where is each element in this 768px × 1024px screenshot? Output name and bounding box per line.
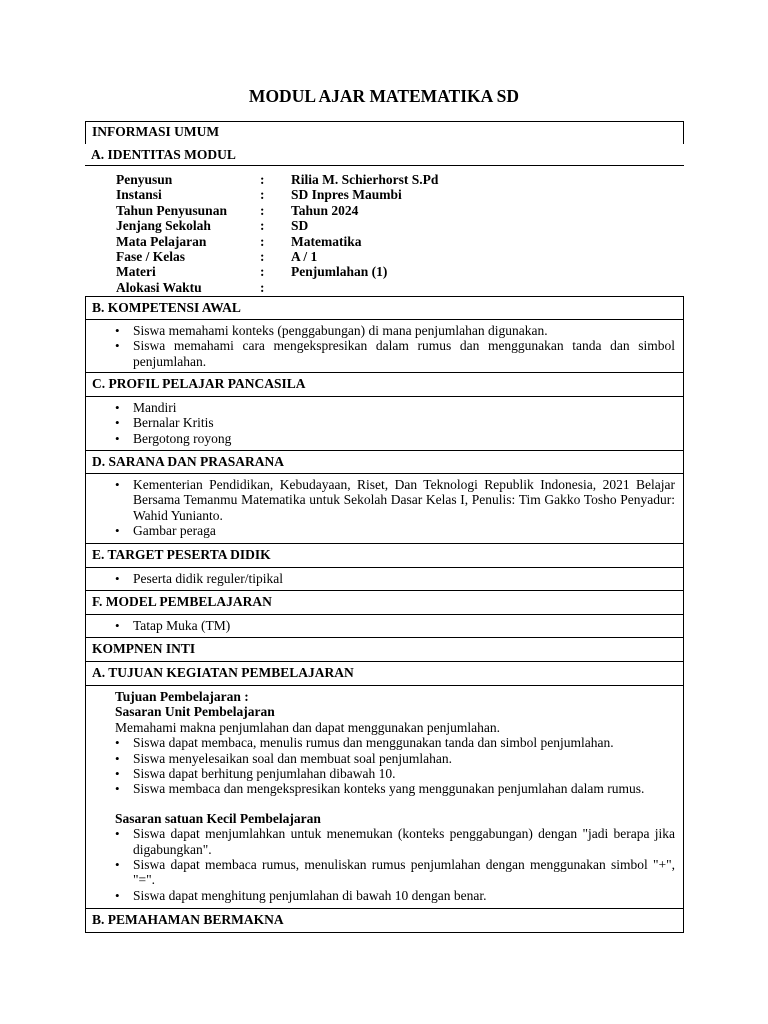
list-item: • Siswa dapat membaca rumus, menuliskan rumus penjumlahan dengan menggunakan simbol "+", "=". xyxy=(133,857,675,888)
list-item: • Gambar peraga xyxy=(133,523,675,538)
sasaran-kecil-list xyxy=(115,826,675,903)
pemahaman-heading: B. PEMAHAMAN BERMAKNA xyxy=(92,912,284,927)
module-document xyxy=(85,121,684,933)
kompetensi-list xyxy=(133,323,675,369)
list-item: • Siswa dapat menghitung penjumlahan di bawah 10 dengan benar. xyxy=(133,888,675,903)
identitas-label: Mata Pelajaran xyxy=(116,233,207,249)
identitas-row xyxy=(116,264,684,279)
identitas-colon: : xyxy=(260,264,265,280)
list-item: • Mandiri xyxy=(133,400,675,415)
list-item: • Siswa dapat menjumlahkan untuk menemukan (konteks penggabungan) dengan "jadi berapa jika digabungkan". xyxy=(133,826,675,857)
list-item: • Peserta didik reguler/tipikal xyxy=(133,571,675,586)
list-item: • Bernalar Kritis xyxy=(133,415,675,430)
sasaran-kecil-subheading: Sasaran satuan Kecil Pembelajaran xyxy=(115,810,321,826)
tujuan-heading: A. TUJUAN KEGIATAN PEMBELAJARAN xyxy=(92,665,354,680)
target-list xyxy=(133,571,675,586)
identitas-label: Instansi xyxy=(116,187,162,203)
list-item: • Siswa memahami cara mengekspresikan dalam rumus dan menggunakan tanda dan simbol penjumlahan. xyxy=(133,338,675,369)
identitas-row xyxy=(116,249,684,264)
model-content xyxy=(85,615,684,638)
identitas-value: Rilia M. Schierhorst S.Pd xyxy=(291,172,439,187)
identitas-header xyxy=(85,144,684,166)
model-header xyxy=(85,591,684,615)
tujuan-content xyxy=(85,686,684,909)
kompnen-heading: KOMPNEN INTI xyxy=(92,641,196,656)
kompetensi-header xyxy=(85,296,684,320)
identitas-value: Tahun 2024 xyxy=(291,202,359,218)
sarana-header xyxy=(85,451,684,474)
tujuan-header xyxy=(85,662,684,686)
model-list xyxy=(133,618,675,633)
kompetensi-content xyxy=(85,320,684,373)
identitas-value: SD Inpres Maumbi xyxy=(291,187,402,203)
identitas-colon: : xyxy=(260,279,265,295)
identitas-value: A / 1 xyxy=(291,248,318,264)
pemahaman-header xyxy=(85,909,684,933)
target-header xyxy=(85,544,684,568)
info-umum-label: INFORMASI UMUM xyxy=(92,124,220,139)
kompnen-header xyxy=(85,638,684,662)
identitas-label: Fase / Kelas xyxy=(116,248,185,264)
profil-content xyxy=(85,397,684,451)
list-item: • Siswa membaca dan mengekspresikan konteks yang menggunakan penjumlahan dalam rumus. xyxy=(133,781,675,796)
kompetensi-heading: B. KOMPETENSI AWAL xyxy=(92,300,241,315)
identitas-heading: A. IDENTITAS MODUL xyxy=(91,147,236,162)
identitas-colon: : xyxy=(260,248,265,264)
identitas-label: Materi xyxy=(116,264,156,280)
profil-header xyxy=(85,373,684,397)
identitas-value: Matematika xyxy=(291,233,362,249)
list-item: • Siswa dapat berhitung penjumlahan dibawah 10. xyxy=(133,766,675,781)
identitas-row xyxy=(116,203,684,218)
identitas-row xyxy=(116,218,684,233)
list-item: • Siswa dapat membaca, menulis rumus dan menggunakan tanda dan simbol penjumlahan. xyxy=(133,735,675,750)
profil-heading: C. PROFIL PELAJAR PANCASILA xyxy=(92,376,306,391)
list-item: • Tatap Muka (TM) xyxy=(133,618,675,633)
identitas-table xyxy=(85,166,684,296)
identitas-label: Jenjang Sekolah xyxy=(116,218,211,234)
profil-list xyxy=(133,400,675,446)
identitas-colon: : xyxy=(260,202,265,218)
sarana-list xyxy=(133,477,675,539)
identitas-label: Tahun Penyusunan xyxy=(116,202,227,218)
identitas-label: Penyusun xyxy=(116,172,173,187)
target-content xyxy=(85,568,684,591)
list-item: • Siswa memahami konteks (penggabungan) di mana penjumlahan digunakan. xyxy=(133,323,675,338)
identitas-row xyxy=(116,234,684,249)
model-heading: F. MODEL PEMBELAJARAN xyxy=(92,594,272,609)
identitas-value: Penjumlahan (1) xyxy=(291,264,388,280)
info-umum-header xyxy=(85,121,684,144)
sarana-heading: D. SARANA DAN PRASARANA xyxy=(92,454,285,469)
sasaran-unit-list xyxy=(115,735,675,797)
identitas-colon: : xyxy=(260,218,265,234)
identitas-row xyxy=(116,280,684,295)
tujuan-subheading: Tujuan Pembelajaran : xyxy=(115,689,249,704)
identitas-row xyxy=(116,187,684,202)
identitas-colon: : xyxy=(260,172,265,187)
list-item: • Bergotong royong xyxy=(133,431,675,446)
identitas-value: SD xyxy=(291,218,309,234)
document-title: MODUL AJAR MATEMATIKA SD xyxy=(248,86,520,106)
identitas-row xyxy=(116,172,684,187)
sarana-content xyxy=(85,474,684,544)
identitas-colon: : xyxy=(260,187,265,203)
identitas-label: Alokasi Waktu xyxy=(116,279,202,295)
target-heading: E. TARGET PESERTA DIDIK xyxy=(92,547,271,562)
sasaran-unit-subheading: Sasaran Unit Pembelajaran xyxy=(115,704,275,720)
list-item: • Kementerian Pendidikan, Kebudayaan, Riset, Dan Teknologi Republik Indonesia, 2021 Belajar Bersama Temanmu Matematika untuk Sekolah Dasar Kelas I, Penulis: Tim Gakko Tosho Penyadur: Wahid Yunianto. xyxy=(133,477,675,523)
list-item: • Siswa menyelesaikan soal dan membuat soal penjumlahan. xyxy=(133,751,675,766)
identitas-colon: : xyxy=(260,233,265,249)
sasaran-unit-intro: Memahami makna penjumlahan dan dapat menggunakan penjumlahan. xyxy=(115,719,501,735)
